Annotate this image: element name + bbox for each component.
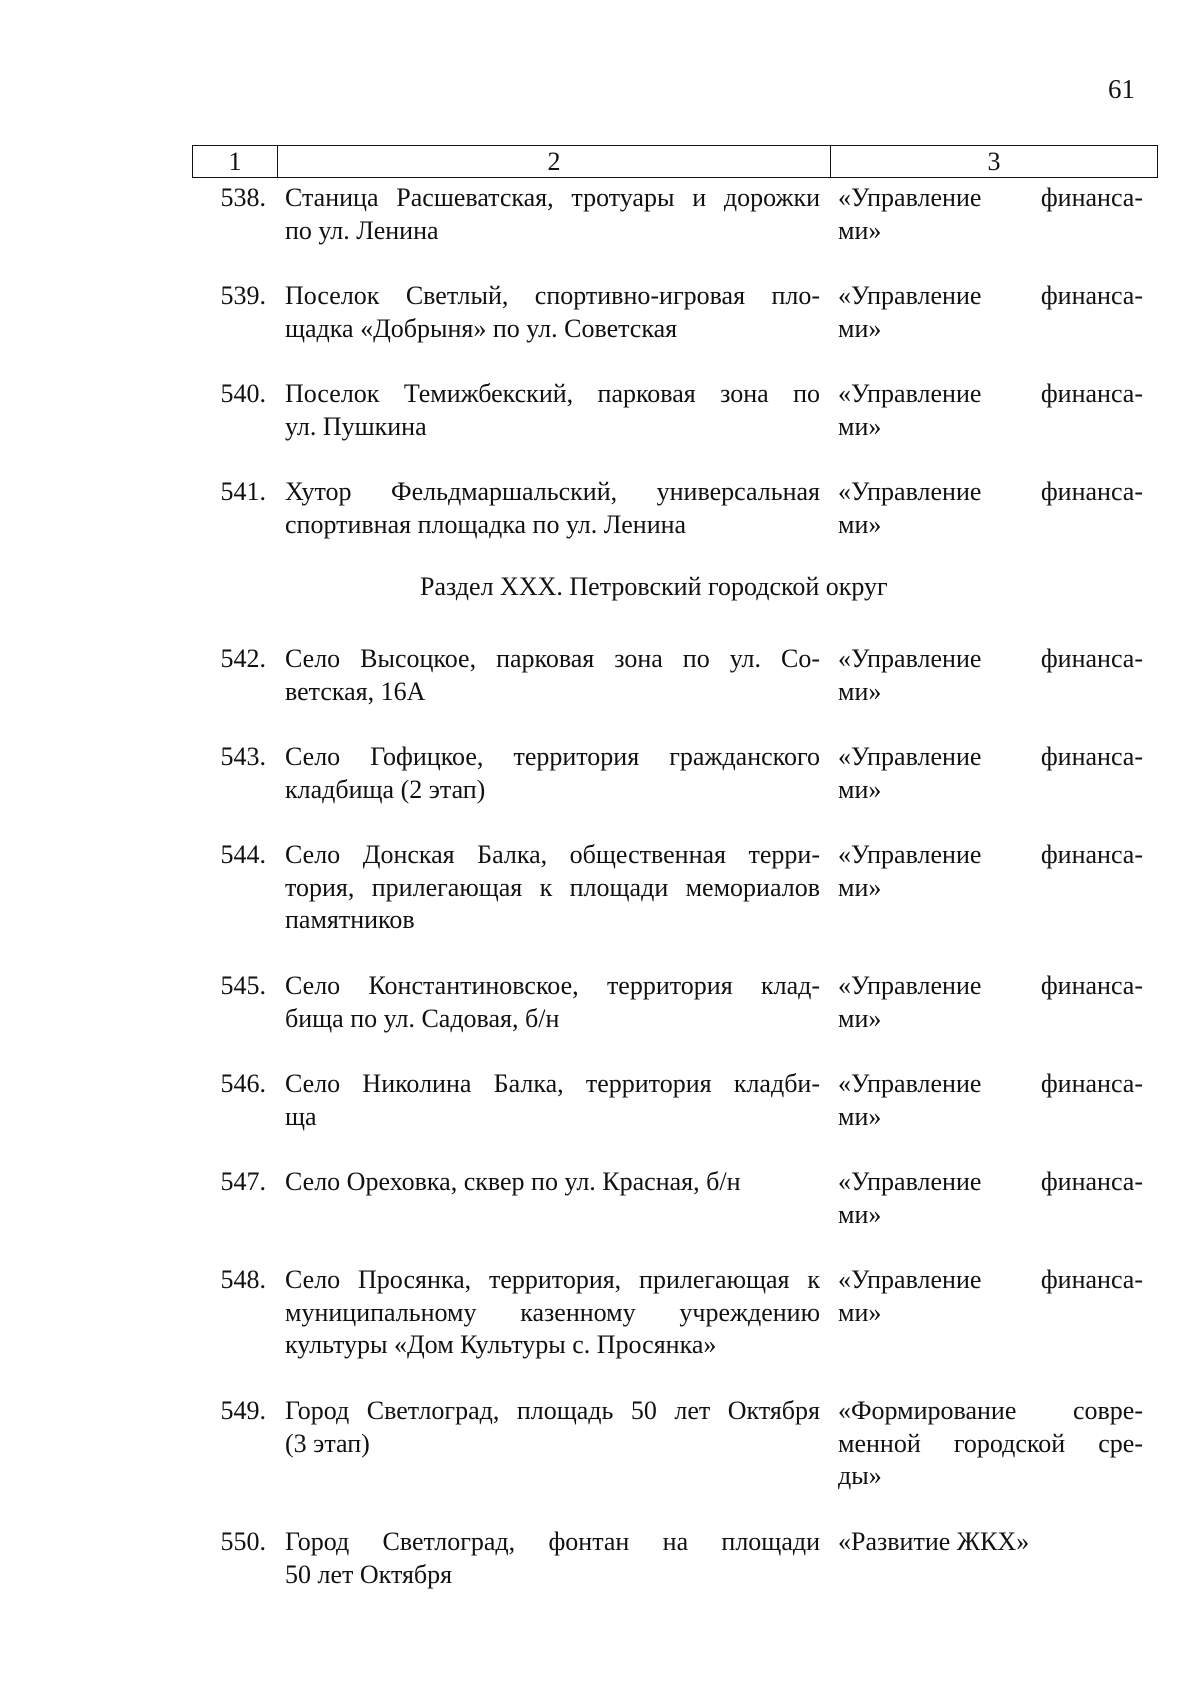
row-object-description: [285, 839, 820, 937]
row-program-name: [838, 839, 1143, 904]
row-program-line: «Управление финанса-: [838, 477, 1143, 506]
row-program-name: [838, 280, 1143, 345]
row-program-line: «Управление финанса-: [838, 742, 1143, 771]
row-object-line: Поселок Темижбекский, парковая зона по: [285, 379, 820, 408]
header-col-1: 1: [193, 146, 278, 177]
row-number: 541.: [220, 477, 266, 506]
row-object-line: бища по ул. Садовая, б/н: [285, 1003, 560, 1033]
row-program-line: ми»: [838, 1297, 882, 1327]
row-number: 539.: [220, 281, 266, 310]
row-program-line: «Управление финанса-: [838, 1167, 1143, 1196]
row-object-line: спортивная площадка по ул. Ленина: [285, 509, 687, 539]
row-program-name: [838, 378, 1143, 443]
row-object-description: [285, 280, 820, 345]
row-object-description: [285, 1166, 820, 1199]
row-object-line: культуры «Дом Культуры с. Просянка»: [285, 1330, 717, 1359]
row-object-line: тория, прилегающая к площади мемориалов: [285, 872, 820, 902]
row-program-name: [838, 643, 1143, 708]
row-program-name: [838, 1068, 1143, 1133]
table-header: [192, 145, 1158, 178]
row-program-line: «Управление финанса-: [838, 379, 1143, 408]
row-object-line: по ул. Ленина: [285, 215, 439, 245]
row-program-line: «Развитие ЖКХ»: [838, 1527, 1030, 1556]
row-program-name: [838, 476, 1143, 541]
row-object-description: [285, 643, 820, 708]
row-object-line: Город Светлоград, площадь 50 лет Октября: [285, 1396, 820, 1425]
row-program-line: ми»: [838, 411, 882, 441]
row-program-line: «Управление финанса-: [838, 281, 1143, 310]
row-object-line: Село Донская Балка, общественная терри-: [285, 840, 820, 869]
row-number: 549.: [220, 1396, 266, 1425]
row-program-line: ми»: [838, 509, 882, 539]
row-program-line: «Формирование совре-: [838, 1396, 1143, 1425]
row-object-line: ща: [285, 1101, 317, 1131]
row-number: 542.: [220, 644, 266, 673]
row-program-line: «Управление финанса-: [838, 183, 1143, 212]
row-object-line: ветская, 16А: [285, 676, 426, 706]
row-number: 544.: [220, 840, 266, 869]
row-program-name: [838, 741, 1143, 806]
row-object-description: [285, 1395, 820, 1460]
row-object-line: Село Константиновское, территория клад-: [285, 971, 820, 1000]
row-program-line: ми»: [838, 676, 882, 706]
row-object-line: 50 лет Октября: [285, 1559, 453, 1589]
row-object-line: Село Высоцкое, парковая зона по ул. Со-: [285, 644, 820, 673]
row-number: 548.: [220, 1265, 266, 1294]
row-object-line: муниципальному казенному учреждению: [285, 1297, 820, 1327]
row-program-name: [838, 1166, 1143, 1231]
row-program-name: [838, 1264, 1143, 1329]
row-program-line: ми»: [838, 774, 882, 804]
row-program-line: ми»: [838, 313, 882, 343]
row-program-line: ми»: [838, 1003, 882, 1033]
row-program-line: «Управление финанса-: [838, 971, 1143, 1000]
row-number: 550.: [220, 1527, 266, 1556]
row-program-line: «Управление финанса-: [838, 644, 1143, 673]
row-object-description: [285, 1068, 820, 1133]
row-program-name: [838, 970, 1143, 1035]
row-object-line: Станица Расшеватская, тротуары и дорожки: [285, 183, 820, 212]
page-number: 61: [1108, 74, 1135, 104]
row-object-line: кладбища (2 этап): [285, 774, 486, 804]
row-object-description: [285, 1264, 820, 1362]
header-col-2: 2: [278, 146, 831, 177]
row-object-line: Село Ореховка, сквер по ул. Красная, б/н: [285, 1167, 741, 1196]
row-object-description: [285, 1526, 820, 1591]
row-number: 540.: [220, 379, 266, 408]
row-program-line: ми»: [838, 872, 882, 902]
row-object-line: Село Николина Балка, территория кладби-: [285, 1069, 820, 1098]
row-number: 547.: [220, 1167, 266, 1196]
row-program-line: «Управление финанса-: [838, 1069, 1143, 1098]
row-number: 538.: [220, 183, 266, 212]
row-object-line: щадка «Добрыня» по ул. Советская: [285, 313, 678, 343]
row-object-description: [285, 476, 820, 541]
row-object-description: [285, 741, 820, 806]
row-program-line: «Управление финанса-: [838, 1265, 1143, 1294]
header-col-3: 3: [987, 147, 1001, 176]
row-number: 545.: [220, 971, 266, 1000]
row-program-line: ми»: [838, 215, 882, 245]
row-object-line: (3 этап): [285, 1428, 370, 1458]
row-number: 546.: [220, 1069, 266, 1098]
row-object-line: памятников: [285, 905, 415, 934]
row-object-description: [285, 970, 820, 1035]
row-object-line: Поселок Светлый, спортивно-игровая пло-: [285, 281, 820, 310]
section-title: Раздел XXX. Петровский городской округ: [420, 572, 888, 601]
row-program-line: ми»: [838, 1199, 882, 1229]
row-program-line: «Управление финанса-: [838, 840, 1143, 869]
row-object-description: [285, 182, 820, 247]
row-program-name: [838, 182, 1143, 247]
row-object-line: ул. Пушкина: [285, 411, 427, 441]
row-object-line: Город Светлоград, фонтан на площади: [285, 1527, 820, 1556]
row-object-line: Село Гофицкое, территория гражданского: [285, 742, 820, 771]
row-object-line: Хутор Фельдмаршальский, универсальная: [285, 477, 820, 506]
row-object-line: Село Просянка, территория, прилегающая к: [285, 1265, 820, 1294]
row-program-line: менной городской сре-: [838, 1428, 1143, 1458]
row-program-name: [838, 1395, 1143, 1493]
row-program-line: ды»: [838, 1461, 882, 1490]
row-object-description: [285, 378, 820, 443]
row-number: 543.: [220, 742, 266, 771]
row-program-line: ми»: [838, 1101, 882, 1131]
row-program-name: [838, 1526, 1143, 1559]
